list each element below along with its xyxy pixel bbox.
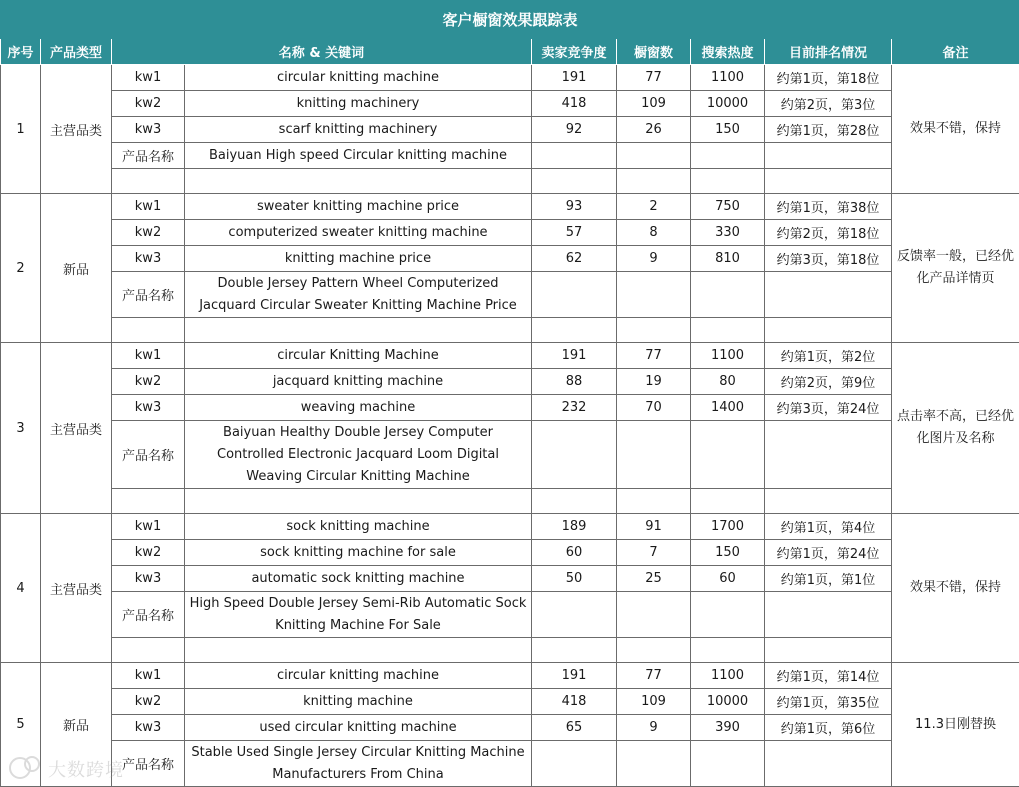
empty-cell bbox=[617, 169, 691, 194]
empty-cell bbox=[112, 318, 185, 343]
empty-cell bbox=[112, 169, 185, 194]
product-name: Stable Used Single Jersey Circular Knitting Machine Manufacturers From China bbox=[185, 741, 532, 787]
product-type: 主营品类 bbox=[41, 65, 112, 194]
empty-cell bbox=[765, 638, 892, 663]
window-count: 77 bbox=[617, 65, 691, 91]
table-row bbox=[1, 689, 1019, 715]
empty-cell bbox=[617, 272, 691, 318]
seller-competition: 191 bbox=[532, 663, 617, 689]
row-number: 5 bbox=[1, 663, 41, 787]
seller-competition: 65 bbox=[532, 715, 617, 741]
table-body bbox=[1, 65, 1019, 787]
empty-cell bbox=[185, 489, 532, 514]
header-windows: 橱窗数 bbox=[617, 39, 691, 65]
keyword: circular Knitting Machine bbox=[185, 343, 532, 369]
window-count: 109 bbox=[617, 91, 691, 117]
table-row bbox=[1, 343, 1019, 369]
keyword-tag: kw2 bbox=[112, 220, 185, 246]
empty-cell bbox=[617, 638, 691, 663]
window-count: 91 bbox=[617, 514, 691, 540]
table-row bbox=[1, 65, 1019, 91]
table-row bbox=[1, 246, 1019, 272]
keyword-tag: kw2 bbox=[112, 540, 185, 566]
keyword-tag: kw3 bbox=[112, 566, 185, 592]
header-heat: 搜索热度 bbox=[691, 39, 765, 65]
product-type: 新品 bbox=[41, 663, 112, 787]
keyword-tag: kw1 bbox=[112, 663, 185, 689]
empty-cell bbox=[691, 489, 765, 514]
current-rank: 约第2页，第3位 bbox=[765, 91, 892, 117]
empty-cell bbox=[617, 741, 691, 787]
keyword-tag: kw1 bbox=[112, 514, 185, 540]
keyword-tag: kw1 bbox=[112, 343, 185, 369]
header-note: 备注 bbox=[892, 39, 1019, 65]
search-heat: 150 bbox=[691, 540, 765, 566]
empty-cell bbox=[112, 638, 185, 663]
product-name-row bbox=[1, 741, 1019, 787]
empty-cell bbox=[691, 638, 765, 663]
window-count: 7 bbox=[617, 540, 691, 566]
search-heat: 390 bbox=[691, 715, 765, 741]
table-row bbox=[1, 566, 1019, 592]
table-row bbox=[1, 715, 1019, 741]
keyword-tag: kw2 bbox=[112, 689, 185, 715]
seller-competition: 50 bbox=[532, 566, 617, 592]
table-row bbox=[1, 369, 1019, 395]
window-count: 25 bbox=[617, 566, 691, 592]
empty-cell bbox=[617, 489, 691, 514]
search-heat: 150 bbox=[691, 117, 765, 143]
keyword-tag: kw1 bbox=[112, 65, 185, 91]
empty-cell bbox=[765, 272, 892, 318]
table-row bbox=[1, 220, 1019, 246]
current-rank: 约第1页，第4位 bbox=[765, 514, 892, 540]
window-count: 77 bbox=[617, 663, 691, 689]
current-rank: 约第1页，第35位 bbox=[765, 689, 892, 715]
product-name-label: 产品名称 bbox=[112, 272, 185, 318]
current-rank: 约第1页，第28位 bbox=[765, 117, 892, 143]
empty-cell bbox=[617, 421, 691, 489]
empty-cell bbox=[532, 592, 617, 638]
current-rank: 约第1页，第38位 bbox=[765, 194, 892, 220]
keyword-tag: kw3 bbox=[112, 395, 185, 421]
table-title: 客户橱窗效果跟踪表 bbox=[1, 1, 1019, 39]
header-no: 序号 bbox=[1, 39, 41, 65]
row-number: 4 bbox=[1, 514, 41, 663]
keyword: circular knitting machine bbox=[185, 663, 532, 689]
table-row bbox=[1, 540, 1019, 566]
empty-cell bbox=[185, 638, 532, 663]
product-name-label: 产品名称 bbox=[112, 421, 185, 489]
empty-cell bbox=[112, 489, 185, 514]
product-name: Baiyuan High speed Circular knitting machine bbox=[185, 143, 532, 169]
empty-row bbox=[1, 318, 1019, 343]
current-rank: 约第1页，第1位 bbox=[765, 566, 892, 592]
keyword: sock knitting machine for sale bbox=[185, 540, 532, 566]
seller-competition: 88 bbox=[532, 369, 617, 395]
empty-row bbox=[1, 489, 1019, 514]
empty-cell bbox=[532, 421, 617, 489]
search-heat: 1100 bbox=[691, 343, 765, 369]
empty-cell bbox=[617, 143, 691, 169]
window-count: 70 bbox=[617, 395, 691, 421]
seller-competition: 191 bbox=[532, 343, 617, 369]
keyword: sock knitting machine bbox=[185, 514, 532, 540]
search-heat: 60 bbox=[691, 566, 765, 592]
empty-cell bbox=[765, 489, 892, 514]
table-row bbox=[1, 91, 1019, 117]
seller-competition: 93 bbox=[532, 194, 617, 220]
window-count: 9 bbox=[617, 246, 691, 272]
product-name-label: 产品名称 bbox=[112, 143, 185, 169]
empty-cell bbox=[691, 143, 765, 169]
keyword: weaving machine bbox=[185, 395, 532, 421]
search-heat: 10000 bbox=[691, 689, 765, 715]
product-name-row bbox=[1, 421, 1019, 489]
watermark-icon bbox=[6, 752, 46, 782]
window-count: 26 bbox=[617, 117, 691, 143]
current-rank: 约第1页，第18位 bbox=[765, 65, 892, 91]
empty-cell bbox=[691, 272, 765, 318]
empty-row bbox=[1, 638, 1019, 663]
seller-competition: 418 bbox=[532, 689, 617, 715]
empty-cell bbox=[532, 638, 617, 663]
product-name: Baiyuan Healthy Double Jersey Computer Controlled Electronic Jacquard Loom Digital Weaving Circular Knitting Machine bbox=[185, 421, 532, 489]
empty-cell bbox=[532, 489, 617, 514]
keyword: sweater knitting machine price bbox=[185, 194, 532, 220]
empty-cell bbox=[185, 318, 532, 343]
keyword: scarf knitting machinery bbox=[185, 117, 532, 143]
keyword: computerized sweater knitting machine bbox=[185, 220, 532, 246]
row-number: 2 bbox=[1, 194, 41, 343]
note: 效果不错，保持 bbox=[892, 65, 1019, 194]
current-rank: 约第1页，第6位 bbox=[765, 715, 892, 741]
product-type: 主营品类 bbox=[41, 514, 112, 663]
empty-cell bbox=[532, 741, 617, 787]
header-type: 产品类型 bbox=[41, 39, 112, 65]
empty-cell bbox=[532, 272, 617, 318]
seller-competition: 191 bbox=[532, 65, 617, 91]
window-count: 2 bbox=[617, 194, 691, 220]
keyword: circular knitting machine bbox=[185, 65, 532, 91]
window-count: 109 bbox=[617, 689, 691, 715]
product-name-label: 产品名称 bbox=[112, 741, 185, 787]
current-rank: 约第1页，第14位 bbox=[765, 663, 892, 689]
window-count: 8 bbox=[617, 220, 691, 246]
search-heat: 1100 bbox=[691, 65, 765, 91]
keyword-tag: kw3 bbox=[112, 246, 185, 272]
window-count: 19 bbox=[617, 369, 691, 395]
empty-cell bbox=[691, 741, 765, 787]
seller-competition: 62 bbox=[532, 246, 617, 272]
empty-cell bbox=[617, 318, 691, 343]
empty-cell bbox=[617, 592, 691, 638]
keyword-tag: kw2 bbox=[112, 369, 185, 395]
header-competition: 卖家竞争度 bbox=[532, 39, 617, 65]
seller-competition: 232 bbox=[532, 395, 617, 421]
search-heat: 1100 bbox=[691, 663, 765, 689]
empty-cell bbox=[691, 421, 765, 489]
window-count: 9 bbox=[617, 715, 691, 741]
note: 11.3日刚替换 bbox=[892, 663, 1019, 787]
keyword: knitting machinery bbox=[185, 91, 532, 117]
table-row bbox=[1, 395, 1019, 421]
current-rank: 约第2页，第9位 bbox=[765, 369, 892, 395]
keyword-tag: kw3 bbox=[112, 117, 185, 143]
product-type: 新品 bbox=[41, 194, 112, 343]
table-row bbox=[1, 117, 1019, 143]
watermark-text: 大数跨境 bbox=[48, 760, 124, 781]
empty-cell bbox=[765, 592, 892, 638]
seller-competition: 92 bbox=[532, 117, 617, 143]
watermark-logo bbox=[6, 752, 146, 784]
empty-cell bbox=[532, 143, 617, 169]
search-heat: 80 bbox=[691, 369, 765, 395]
empty-cell bbox=[532, 318, 617, 343]
empty-cell bbox=[691, 169, 765, 194]
window-count: 77 bbox=[617, 343, 691, 369]
empty-cell bbox=[765, 318, 892, 343]
search-heat: 10000 bbox=[691, 91, 765, 117]
search-heat: 750 bbox=[691, 194, 765, 220]
note: 点击率不高，已经优化图片及名称 bbox=[892, 343, 1019, 514]
note: 效果不错，保持 bbox=[892, 514, 1019, 663]
product-name-row bbox=[1, 592, 1019, 638]
current-rank: 约第1页，第24位 bbox=[765, 540, 892, 566]
empty-cell bbox=[765, 741, 892, 787]
empty-cell bbox=[765, 421, 892, 489]
current-rank: 约第1页，第2位 bbox=[765, 343, 892, 369]
keyword: jacquard knitting machine bbox=[185, 369, 532, 395]
empty-row bbox=[1, 169, 1019, 194]
search-heat: 330 bbox=[691, 220, 765, 246]
empty-cell bbox=[691, 318, 765, 343]
seller-competition: 60 bbox=[532, 540, 617, 566]
row-number: 1 bbox=[1, 65, 41, 194]
table-row bbox=[1, 663, 1019, 689]
empty-cell bbox=[765, 169, 892, 194]
product-name-row bbox=[1, 272, 1019, 318]
product-type: 主营品类 bbox=[41, 343, 112, 514]
keyword-tag: kw1 bbox=[112, 194, 185, 220]
product-name-row bbox=[1, 143, 1019, 169]
keyword: knitting machine bbox=[185, 689, 532, 715]
note: 反馈率一般，已经优化产品详情页 bbox=[892, 194, 1019, 343]
header-name-keyword: 名称 & 关键词 bbox=[112, 39, 532, 65]
header-rank: 目前排名情况 bbox=[765, 39, 892, 65]
product-name: Double Jersey Pattern Wheel Computerized Jacquard Circular Sweater Knitting Machine Price bbox=[185, 272, 532, 318]
keyword: knitting machine price bbox=[185, 246, 532, 272]
search-heat: 1700 bbox=[691, 514, 765, 540]
seller-competition: 189 bbox=[532, 514, 617, 540]
current-rank: 约第2页，第18位 bbox=[765, 220, 892, 246]
current-rank: 约第3页，第24位 bbox=[765, 395, 892, 421]
empty-cell bbox=[532, 169, 617, 194]
keyword: automatic sock knitting machine bbox=[185, 566, 532, 592]
product-name-label: 产品名称 bbox=[112, 592, 185, 638]
product-name: High Speed Double Jersey Semi-Rib Automatic Sock Knitting Machine For Sale bbox=[185, 592, 532, 638]
search-heat: 1400 bbox=[691, 395, 765, 421]
table-row bbox=[1, 514, 1019, 540]
table-row bbox=[1, 194, 1019, 220]
keyword-tag: kw2 bbox=[112, 91, 185, 117]
empty-cell bbox=[185, 169, 532, 194]
row-number: 3 bbox=[1, 343, 41, 514]
empty-cell bbox=[691, 592, 765, 638]
keyword: used circular knitting machine bbox=[185, 715, 532, 741]
keyword-tag: kw3 bbox=[112, 715, 185, 741]
seller-competition: 418 bbox=[532, 91, 617, 117]
current-rank: 约第3页，第18位 bbox=[765, 246, 892, 272]
empty-cell bbox=[765, 143, 892, 169]
seller-competition: 57 bbox=[532, 220, 617, 246]
search-heat: 810 bbox=[691, 246, 765, 272]
